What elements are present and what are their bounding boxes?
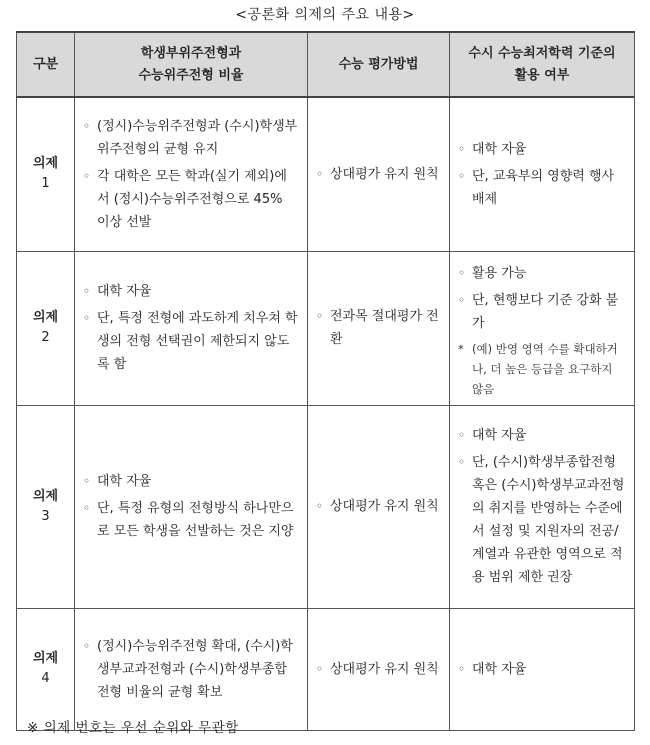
ratio-text: 각 대학은 모든 학과(실기 제외)에서 (정시)수능위주전형으로 45% 이상 선발: [97, 168, 287, 230]
minimum-text: 대학 자율: [472, 661, 527, 677]
method-text: 상대평가 유지 원칙: [330, 499, 439, 514]
bullet-icon: ◦: [316, 309, 324, 323]
bullet-icon: ◦: [458, 168, 466, 183]
list-item: [458, 289, 626, 335]
list-item: [83, 280, 299, 303]
minimum-text: 활용 가능: [472, 265, 527, 281]
method-text: 상대평가 유지 원칙: [330, 166, 439, 182]
row-number: 1: [41, 176, 50, 192]
header-method: [308, 32, 450, 97]
ratio-cell: [75, 405, 308, 608]
row-label: 의제: [32, 651, 59, 666]
bullet-icon: ◦: [316, 499, 324, 513]
ratio-cell: [75, 97, 308, 251]
ratio-text: 단, 특정 전형에 과도하게 치우쳐 학생의 전형 선택권이 제한되지 않도록 함: [97, 311, 298, 372]
list-item: [83, 165, 299, 234]
bullet-icon: ◦: [458, 265, 466, 280]
list-item: [316, 163, 441, 186]
method-cell: [308, 405, 450, 608]
list-item: [458, 138, 626, 161]
list-item: [316, 658, 441, 681]
row-label: 의제: [32, 310, 59, 325]
list-item: [83, 307, 299, 376]
list-item: [316, 305, 441, 351]
bullet-icon: ◦: [83, 474, 91, 488]
bullet-icon: ◦: [316, 166, 324, 181]
bullet-icon: ◦: [458, 428, 466, 442]
minimum-text: 단, 교육부의 영향력 행사 배제: [472, 168, 615, 207]
header-ratio: [75, 32, 308, 97]
table-row: [17, 608, 635, 730]
list-item: [83, 470, 299, 493]
header-method-label: 수능 평가방법: [338, 56, 419, 72]
list-item: [458, 658, 626, 681]
table-row: [17, 405, 635, 608]
note-asterisk: *: [458, 341, 464, 356]
table-row: [17, 97, 635, 251]
table-row: [17, 251, 635, 405]
row-number: 4: [41, 671, 50, 686]
ratio-cell: [75, 251, 308, 405]
row-label-cell: [17, 251, 75, 405]
list-item: [458, 424, 626, 447]
table-caption: <공론화 의제의 주요 내용>: [235, 7, 415, 23]
minimum-note: [458, 339, 626, 399]
header-category-label: 구분: [32, 56, 59, 72]
method-cell: [308, 251, 450, 405]
bullet-icon: ◦: [83, 638, 91, 653]
row-label-cell: [17, 608, 75, 730]
header-row: [17, 32, 635, 97]
method-cell: [308, 608, 450, 730]
bullet-icon: ◦: [83, 118, 91, 133]
minimum-text: 대학 자율: [472, 428, 527, 443]
footnote: ※ 의제 번호는 우선 순위와 무관함: [27, 720, 239, 736]
list-item: [458, 165, 626, 211]
ratio-text: 대학 자율: [97, 284, 152, 299]
row-number: 3: [41, 508, 50, 524]
method-cell: [308, 97, 450, 251]
minimum-note-text: (예) 반영 영역 수를 확대하거나, 더 높은 등급을 요구하지 않음: [472, 341, 618, 396]
method-text: 전과목 절대평가 전환: [330, 309, 439, 347]
list-item: [316, 495, 441, 518]
minimum-cell: [450, 251, 635, 405]
row-label: 의제: [32, 156, 59, 172]
bullet-icon: ◦: [83, 501, 91, 515]
agenda-table: [16, 31, 635, 731]
bullet-icon: ◦: [83, 311, 91, 325]
bullet-icon: ◦: [83, 168, 91, 183]
ratio-text: 단, 특정 유형의 전형방식 하나만으로 모든 학생을 선발하는 것은 지양: [97, 501, 294, 539]
minimum-text: 단, (수시)학생부종합전형 혹은 (수시)학생부교과전형의 취지를 반영하는 수준에서 설정 및 지원자의 전공/계열과 유관한 영역으로 적용 범위 제한 권장: [472, 455, 625, 585]
list-item: [83, 635, 299, 704]
minimum-cell: [450, 97, 635, 251]
header-minimum-line2: 활용 여부: [514, 67, 570, 83]
bullet-icon: ◦: [458, 455, 466, 469]
list-item: [458, 451, 626, 589]
ratio-text: 대학 자율: [97, 474, 152, 489]
bullet-icon: ◦: [458, 141, 466, 156]
list-item: [83, 497, 299, 543]
bullet-icon: ◦: [458, 661, 466, 676]
bullet-icon: ◦: [458, 292, 466, 307]
ratio-text: (정시)수능위주전형 확대, (수시)학생부교과전형과 (수시)학생부종합전형 비율의 균형 확보: [97, 638, 293, 700]
ratio-text: (정시)수능위주전형과 (수시)학생부위주전형의 균형 유지: [97, 118, 298, 157]
row-label: 의제: [32, 488, 59, 504]
ratio-cell: [75, 608, 308, 730]
method-text: 상대평가 유지 원칙: [330, 661, 439, 677]
minimum-cell: [450, 405, 635, 608]
row-label-cell: [17, 405, 75, 608]
bullet-icon: ◦: [316, 661, 324, 676]
minimum-text: 단, 현행보다 기준 강화 불가: [472, 292, 619, 331]
minimum-text: 대학 자율: [472, 141, 527, 157]
row-label-cell: [17, 97, 75, 251]
header-ratio-line1: 학생부위주전형과: [140, 45, 242, 61]
list-item: [83, 115, 299, 161]
header-minimum: [450, 32, 635, 97]
header-ratio-line2: 수능위주전형 비율: [138, 67, 244, 83]
list-item: [458, 262, 626, 285]
bullet-icon: ◦: [83, 284, 91, 298]
header-minimum-line1: 수시 수능최저학력 기준의: [468, 45, 616, 61]
header-category: [17, 32, 75, 97]
row-number: 2: [41, 330, 50, 345]
minimum-cell: [450, 608, 635, 730]
